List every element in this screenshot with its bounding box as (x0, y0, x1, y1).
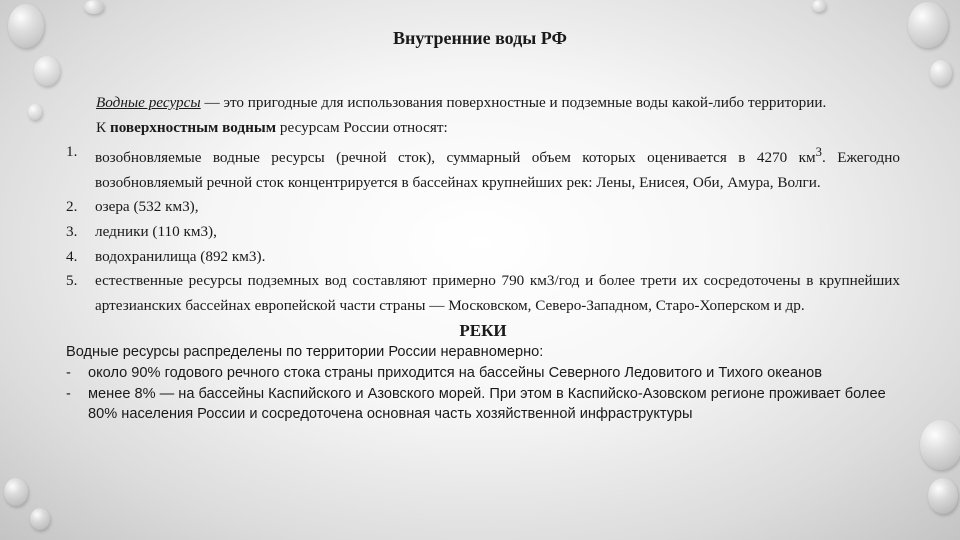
water-drop-decoration (84, 0, 104, 14)
dash-marker: - (66, 385, 71, 402)
list-item (66, 384, 900, 425)
definition-text: — это пригодные для использования поверхностные и подземные воды какой-либо территории. (200, 94, 827, 111)
list-item-text: менее 8% — на бассейны Каспийского и Азовского морей. При этом в Каспийско-Азовском регионе проживает более 80% населения России и сосредоточена основная часть хозяйственной инфраструктуры (88, 385, 886, 423)
water-drop-decoration (4, 478, 28, 506)
rivers-points-list (66, 363, 900, 425)
slide-title: Внутренние воды РФ (393, 28, 567, 48)
list-item-number: 5. (66, 272, 78, 290)
list-item (66, 363, 900, 384)
list-item-number: 1. (66, 143, 78, 161)
rivers-heading: РЕКИ (459, 321, 507, 341)
list-item-text: ледники (110 км3), (95, 223, 217, 241)
water-drop-decoration (30, 508, 50, 530)
surface-intro-rest: ресурсам России относят: (276, 118, 448, 136)
list-item (66, 269, 900, 318)
list-item (66, 140, 900, 195)
rivers-intro: Водные ресурсы распределены по территории России неравномерно: (66, 344, 544, 361)
list-item-text: возобновляемые водные ресурсы (речной сток), суммарный объем которых оценивается в 4270 км (95, 149, 816, 167)
list-item-number: 3. (66, 223, 78, 241)
list-item-text: естественные ресурсы подземных вод составляют примерно 790 км3/год и более трети их сосредоточены в крупнейших артезианских бассейнах европейской части страны — Московском, Северо-Западном, Старо-Хоперском и др. (95, 272, 900, 314)
list-item-text: около 90% годового речного стока страны приходится на бассейны Северного Ледовитого и Тихого океанов (88, 365, 823, 381)
list-item-text-cont: . Ежегодно возобновляемый речной сток концентрируется в бассейнах крупнейших рек: Лены, Енисея, Оби, Амура, Волги. (95, 149, 900, 191)
list-item (66, 220, 900, 245)
list-item-text: озера (532 км3), (95, 198, 199, 216)
surface-resources-list (66, 140, 900, 318)
dash-marker: - (66, 365, 71, 381)
list-item (66, 245, 900, 270)
water-drop-decoration (34, 56, 60, 86)
water-drop-decoration (930, 60, 952, 86)
rivers-section (66, 342, 900, 424)
water-drop-decoration (812, 0, 826, 12)
term-water-resources: Водные ресурсы (96, 94, 201, 111)
surface-intro-lead: К (96, 118, 110, 136)
water-drop-decoration (920, 420, 960, 470)
surface-intro-bold: поверхностным водным (109, 118, 277, 136)
list-item-text: водохранилища (892 км3). (95, 247, 266, 265)
water-drop-decoration (28, 104, 42, 120)
list-item (66, 195, 900, 220)
definition-paragraph (66, 91, 900, 116)
list-item-number: 4. (66, 247, 78, 265)
water-drop-decoration (928, 478, 958, 514)
superscript: 3 (815, 145, 822, 160)
slide-content (66, 91, 900, 425)
list-item-number: 2. (66, 198, 78, 216)
surface-intro-paragraph (66, 116, 900, 141)
